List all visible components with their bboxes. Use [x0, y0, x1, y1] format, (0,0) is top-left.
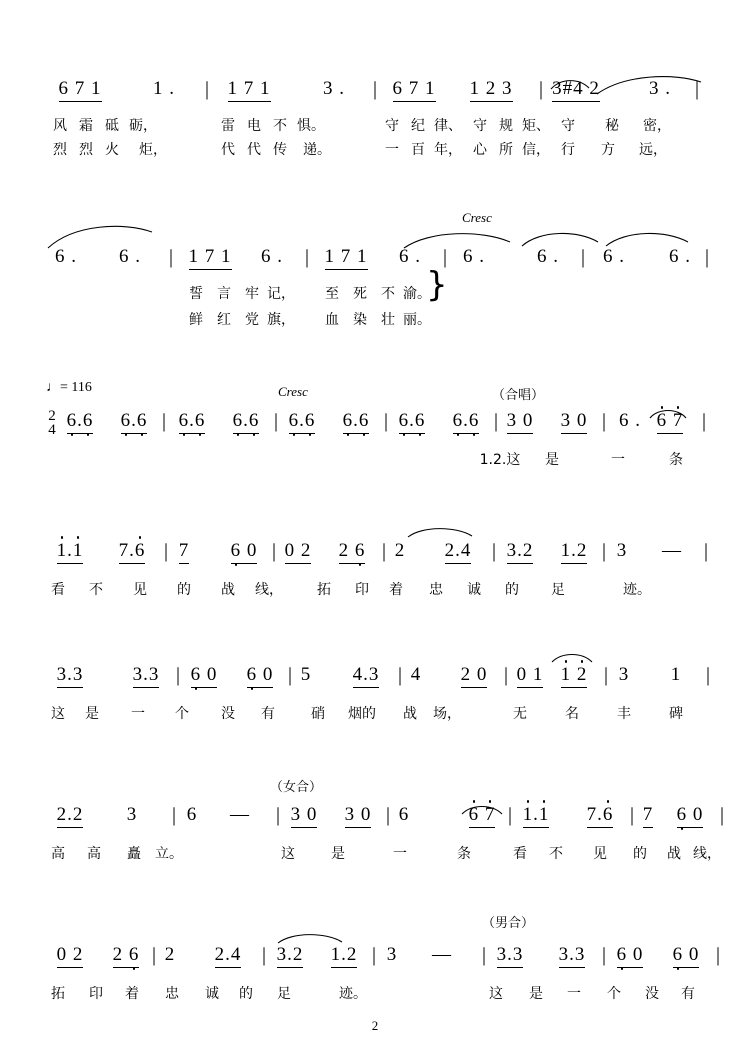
barline: |	[603, 664, 608, 686]
note-group: 6 .	[119, 246, 141, 267]
barline: |	[538, 78, 543, 100]
lyric-row	[0, 450, 750, 474]
barline: |	[705, 664, 710, 686]
note-group: 3 0	[282, 804, 326, 828]
note-group: 6.6	[334, 410, 378, 434]
lyric-syllable: 一	[393, 846, 407, 862]
music-system-6	[0, 776, 750, 862]
notes-row	[0, 246, 750, 280]
lyric-syllable: 的	[633, 846, 647, 862]
lyric-brace: }	[426, 265, 448, 305]
lyric-syllable: 行	[561, 142, 575, 158]
lyric-syllable: 高	[87, 846, 101, 862]
lyric-syllable: 砺，	[129, 118, 157, 134]
lyric-syllable: 风	[53, 118, 67, 134]
note-group: 6 7 1	[50, 78, 110, 102]
lyric-syllable: 壮	[381, 312, 395, 328]
note-group: 6.6	[444, 410, 488, 434]
lyric-syllable: 烈	[79, 142, 93, 158]
lyric-syllable: 矗	[127, 846, 141, 862]
dynamic-cresc: Cresc	[462, 210, 492, 225]
note-group: —	[432, 944, 452, 965]
barline: |	[694, 78, 699, 100]
note-group: 1 7 1	[316, 246, 376, 270]
tie-arc	[550, 650, 594, 664]
barline: |	[275, 804, 280, 826]
notes-row	[0, 804, 750, 838]
note-group: 2	[394, 540, 406, 561]
note-group: 1 2 3	[460, 78, 522, 102]
lyric-syllable: 矩、	[522, 118, 550, 134]
lyric-syllable: 密，	[643, 118, 671, 134]
lyric-syllable: 战	[221, 582, 235, 598]
note-group: 3 0	[498, 410, 542, 434]
lyric-syllable: 1.2.这	[479, 452, 521, 468]
female-chorus-marking: （女合）	[270, 780, 323, 795]
lyric-row-2	[0, 140, 750, 164]
music-system-1	[0, 78, 750, 160]
note-group: 3 0	[336, 804, 380, 828]
note-group: 0 1	[508, 664, 552, 688]
note-group: —	[230, 804, 250, 825]
lyric-syllable: 是	[331, 846, 345, 862]
lyric-syllable: 印	[355, 582, 369, 598]
tie-arc	[406, 524, 474, 540]
lyric-syllable: 律、	[434, 118, 462, 134]
music-system-7	[0, 912, 750, 1002]
lyric-syllable: 见	[133, 582, 147, 598]
barline: |	[381, 540, 386, 562]
lyric-row-1	[0, 284, 750, 308]
note-group: 6 0	[238, 664, 282, 688]
lyric-syllable: 牢	[245, 286, 259, 302]
barline: |	[601, 410, 606, 432]
lyric-syllable: 不	[89, 582, 103, 598]
lyric-syllable: 雷	[221, 118, 235, 134]
lyric-row	[0, 984, 750, 1008]
notes-row	[0, 410, 750, 444]
lyric-syllable: 迹。	[623, 582, 651, 598]
lyric-syllable: 个	[607, 986, 621, 1002]
note-group: 2.4	[436, 540, 480, 564]
lyric-syllable: 渝。	[403, 286, 431, 302]
lyric-syllable: 有	[681, 986, 695, 1002]
barline: |	[287, 664, 292, 686]
barline: |	[161, 410, 166, 432]
note-group: 7.6	[578, 804, 622, 828]
note-group: 3	[126, 804, 138, 825]
lyric-syllable: 着	[125, 986, 139, 1002]
lyric-row-1	[0, 116, 750, 140]
lyric-syllable: 旗，	[267, 312, 295, 328]
note-group: 2.4	[206, 944, 250, 968]
note-group: 3 .	[649, 78, 671, 99]
lyric-syllable: 丽。	[403, 312, 431, 328]
note-group: 3	[386, 944, 398, 965]
lyric-syllable: 忠	[165, 986, 179, 1002]
note-group: 3#4 2	[548, 78, 604, 102]
note-group: 7.6	[110, 540, 154, 564]
lyric-syllable: 迹。	[339, 986, 367, 1002]
lyric-syllable: 忠	[429, 582, 443, 598]
note-group: 6 7	[460, 804, 504, 828]
lyric-row	[0, 704, 750, 728]
lyric-syllable: 一	[131, 706, 145, 722]
lyric-syllable: 这	[489, 986, 503, 1002]
lyric-syllable: 代	[221, 142, 235, 158]
lyric-syllable: 硝	[311, 706, 325, 722]
lyric-syllable: 一	[611, 452, 625, 468]
note-group: 7	[636, 804, 660, 828]
lyric-syllable: 惧。	[297, 118, 325, 134]
lyric-syllable: 烟的	[348, 706, 376, 722]
time-signature-numerator: 2	[48, 408, 56, 424]
barline: |	[271, 540, 276, 562]
male-chorus-marking: （男合）	[482, 916, 535, 931]
note-group: 3.3	[488, 944, 532, 968]
barline: |	[261, 944, 266, 966]
barline: |	[481, 944, 486, 966]
lyric-syllable: 信，	[522, 142, 550, 158]
note-group: 2 0	[452, 664, 496, 688]
lyric-syllable: 不	[381, 286, 395, 302]
lyric-syllable: 是	[85, 706, 99, 722]
lyric-syllable: 炬，	[139, 142, 167, 158]
barline: |	[629, 804, 634, 826]
note-group: 3 0	[552, 410, 596, 434]
barline: |	[704, 246, 709, 268]
barline: |	[580, 246, 585, 268]
barline: |	[503, 664, 508, 686]
lyric-syllable: 一	[567, 986, 581, 1002]
lyric-row-2	[0, 310, 750, 334]
note-group: 6 0	[608, 944, 652, 968]
page-number: 2	[371, 1018, 379, 1033]
chorus-marking: （合唱）	[492, 388, 545, 403]
lyric-syllable: 战	[667, 846, 681, 862]
note-group: 6.6	[58, 410, 102, 434]
lyric-syllable: 方	[601, 142, 615, 158]
time-signature-denominator: 4	[48, 422, 56, 438]
barline: |	[397, 664, 402, 686]
barline: |	[163, 540, 168, 562]
lyric-syllable: 条	[457, 846, 471, 862]
note-group: 6 .	[55, 246, 77, 267]
note-group: 4.3	[344, 664, 388, 688]
lyric-syllable: 纪	[411, 118, 425, 134]
note-group: —	[662, 540, 682, 561]
note-group: 1 2	[552, 664, 596, 688]
lyric-syllable: 一	[385, 142, 399, 158]
barline: |	[703, 540, 708, 562]
notes-row	[0, 78, 750, 112]
lyric-syllable: 是	[545, 452, 559, 468]
lyric-syllable: 电	[247, 118, 261, 134]
lyric-syllable: 的	[239, 986, 253, 1002]
lyric-syllable: 百	[411, 142, 425, 158]
lyric-syllable: 党	[245, 312, 259, 328]
lyric-syllable: 场，	[433, 706, 461, 722]
barline: |	[204, 78, 209, 100]
barline: |	[151, 944, 156, 966]
music-system-4	[0, 524, 750, 598]
barline: |	[701, 410, 706, 432]
lyric-syllable: 线，	[693, 846, 721, 862]
lyric-syllable: 足	[551, 582, 565, 598]
note-group: 1.2	[322, 944, 366, 968]
lyric-syllable: 高	[51, 846, 65, 862]
note-group: 6.6	[280, 410, 324, 434]
note-group: 2.2	[48, 804, 92, 828]
lyric-syllable: 足	[277, 986, 291, 1002]
note-group: 1 7 1	[180, 246, 240, 270]
barline: |	[601, 540, 606, 562]
lyric-syllable: 言	[217, 286, 231, 302]
note-group: 6 0	[182, 664, 226, 688]
note-group: 3 .	[323, 78, 345, 99]
note-group: 6	[398, 804, 410, 825]
lyric-syllable: 守	[385, 118, 399, 134]
lyric-syllable: 至	[325, 286, 339, 302]
lyric-syllable: 不	[273, 118, 287, 134]
note-group: 6.6	[224, 410, 268, 434]
note-group: 1 7 1	[218, 78, 280, 102]
lyric-syllable: 无	[513, 706, 527, 722]
barline: |	[385, 804, 390, 826]
lyric-syllable: 的	[505, 582, 519, 598]
lyric-syllable: 没	[645, 986, 659, 1002]
barline: |	[601, 944, 606, 966]
barline: |	[493, 410, 498, 432]
barline: |	[507, 804, 512, 826]
note-group: 3.3	[124, 664, 168, 688]
barline: |	[273, 410, 278, 432]
lyric-syllable: 诚	[467, 582, 481, 598]
lyric-syllable: 线，	[255, 582, 283, 598]
lyric-syllable: 看	[513, 846, 527, 862]
note-group: 6 0	[668, 804, 712, 828]
note-group: 2	[164, 944, 176, 965]
lyric-syllable: 看	[51, 582, 65, 598]
lyric-syllable: 染	[353, 312, 367, 328]
lyric-syllable: 见	[593, 846, 607, 862]
lyric-syllable: 规	[499, 118, 513, 134]
lyric-syllable: 烈	[53, 142, 67, 158]
barline: |	[168, 246, 173, 268]
note-group: 1.1	[48, 540, 92, 564]
barline: |	[372, 78, 377, 100]
lyric-syllable: 代	[247, 142, 261, 158]
note-group: 3.2	[268, 944, 312, 968]
lyric-syllable: 有	[261, 706, 275, 722]
lyric-syllable: 的	[177, 582, 191, 598]
note-group: 6.6	[170, 410, 214, 434]
barline: |	[491, 540, 496, 562]
note-group: 6	[186, 804, 198, 825]
tempo-marking: ♩= 116	[46, 380, 92, 395]
note-group: 6.6	[390, 410, 434, 434]
note-group: 0 2	[48, 944, 92, 968]
note-group: 6 0	[664, 944, 708, 968]
note-group: 6 .	[603, 246, 625, 267]
music-system-2	[0, 210, 750, 328]
lyric-syllable: 着	[389, 582, 403, 598]
lyric-syllable: 个	[175, 706, 189, 722]
lyric-syllable: 递。	[303, 142, 331, 158]
lyric-syllable: 秘	[605, 118, 619, 134]
note-group: 1 .	[153, 78, 175, 99]
note-group: 5	[300, 664, 312, 685]
lyric-syllable: 是	[529, 986, 543, 1002]
note-group: 6 0	[222, 540, 266, 564]
lyric-syllable: 死	[353, 286, 367, 302]
lyric-syllable: 传	[273, 142, 287, 158]
lyric-syllable: 誓	[189, 286, 203, 302]
note-group: 6.6	[112, 410, 156, 434]
lyric-syllable: 砥	[105, 118, 119, 134]
lyric-syllable: 战	[403, 706, 417, 722]
lyric-syllable: 守	[561, 118, 575, 134]
note-group: 6 .	[399, 246, 421, 267]
lyric-syllable: 鲜	[189, 312, 203, 328]
note-group: 3.3	[550, 944, 594, 968]
lyric-syllable: 碑	[669, 706, 683, 722]
note-group: 1.2	[552, 540, 596, 564]
lyric-syllable: 丰	[617, 706, 631, 722]
barline: |	[442, 246, 447, 268]
lyric-syllable: 立。	[155, 846, 183, 862]
note-group: 1.1	[514, 804, 558, 828]
lyric-syllable: 拓	[51, 986, 65, 1002]
dynamic-cresc: Cresc	[278, 384, 308, 399]
notes-row	[0, 664, 750, 698]
music-system-3	[0, 380, 750, 468]
barline: |	[175, 664, 180, 686]
lyric-syllable: 诚	[205, 986, 219, 1002]
note-group: 3.3	[48, 664, 92, 688]
note-group: 1	[670, 664, 682, 685]
lyric-syllable: 霜	[79, 118, 93, 134]
lyric-syllable: 远，	[639, 142, 667, 158]
lyric-syllable: 火	[105, 142, 119, 158]
lyric-row	[0, 844, 750, 868]
lyric-syllable: 不	[549, 846, 563, 862]
note-group: 6 .	[537, 246, 559, 267]
note-group: 3.2	[498, 540, 542, 564]
lyric-syllable: 这	[51, 706, 65, 722]
barline: |	[715, 944, 720, 966]
lyric-syllable: 血	[325, 312, 339, 328]
note-group: 3	[616, 540, 628, 561]
note-group: 6 .	[619, 410, 641, 431]
lyric-syllable: 红	[217, 312, 231, 328]
note-group: 6 .	[463, 246, 485, 267]
lyric-syllable: 年，	[434, 142, 462, 158]
barline: |	[371, 944, 376, 966]
lyric-syllable: 记，	[267, 286, 295, 302]
music-system-5	[0, 650, 750, 722]
barline: |	[719, 804, 724, 826]
lyric-syllable: 这	[281, 846, 295, 862]
lyric-row	[0, 580, 750, 604]
note-group: 6 .	[261, 246, 283, 267]
lyric-syllable: 所	[499, 142, 513, 158]
note-group: 6 7 1	[384, 78, 444, 102]
notes-row	[0, 944, 750, 978]
note-group: 3	[618, 664, 630, 685]
note-group: 6 7	[648, 410, 692, 434]
lyric-syllable: 印	[89, 986, 103, 1002]
lyric-syllable: 名	[565, 706, 579, 722]
lyric-syllable: 条	[669, 452, 683, 468]
lyric-syllable: 拓	[317, 582, 331, 598]
notes-row	[0, 540, 750, 574]
note-group: 2 6	[330, 540, 374, 564]
note-group: 4	[410, 664, 422, 685]
lyric-syllable: 没	[221, 706, 235, 722]
barline: |	[304, 246, 309, 268]
note-group: 7	[172, 540, 196, 564]
lyric-syllable: 守	[473, 118, 487, 134]
note-group: 2 6	[104, 944, 148, 968]
barline: |	[171, 804, 176, 826]
lyric-syllable: 心	[473, 142, 487, 158]
note-group: 6 .	[669, 246, 691, 267]
barline: |	[383, 410, 388, 432]
note-group: 0 2	[276, 540, 320, 564]
